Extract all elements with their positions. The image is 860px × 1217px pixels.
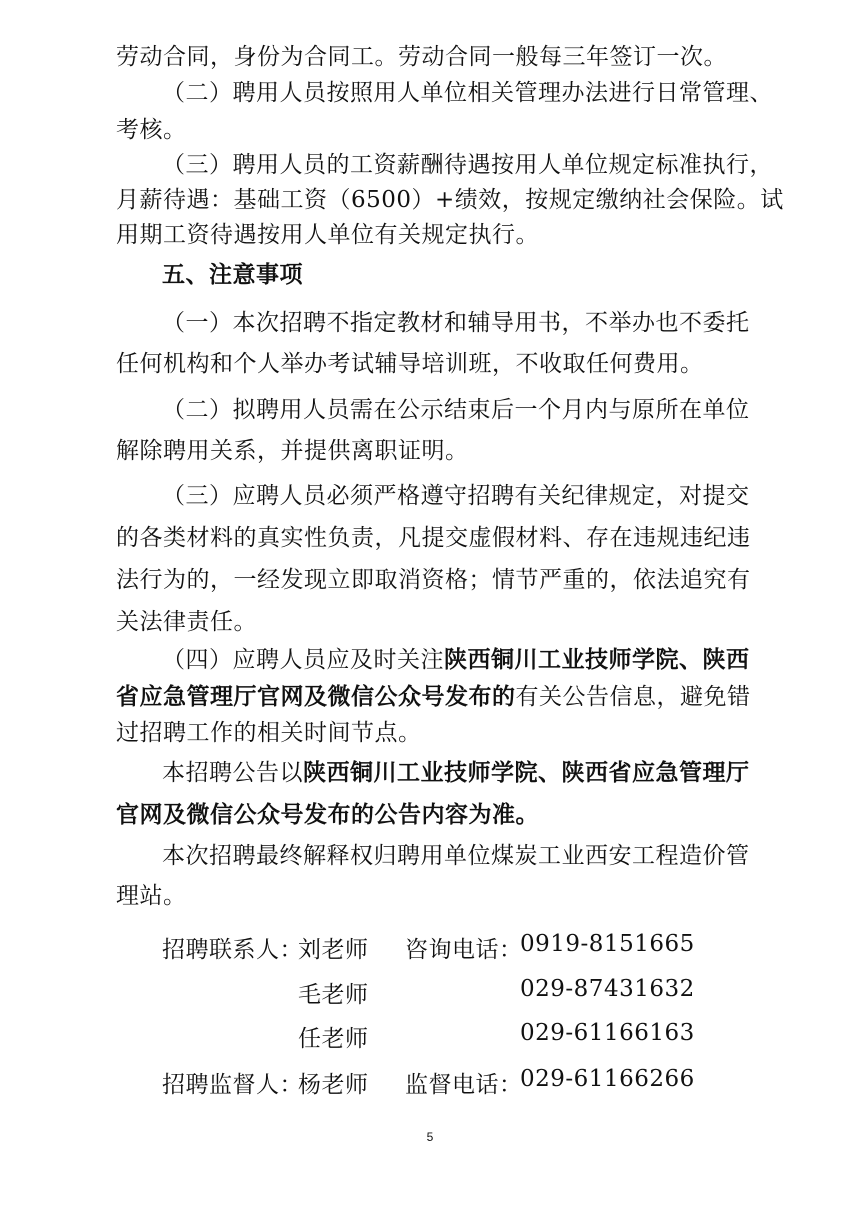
text-line	[116, 796, 539, 829]
contact-phone-label: 咨询电话：	[405, 937, 523, 963]
supervisor-phone-number: 029-61166266	[520, 1066, 695, 1092]
contact-name: 刘老师	[298, 937, 369, 963]
text-line	[116, 714, 422, 747]
supervisor-phone-label: 监督电话：	[405, 1072, 523, 1098]
section-heading: 五、注意事项	[162, 261, 303, 288]
text-run: 有关公告信息，避免错	[515, 684, 751, 710]
page-number: 5	[426, 1130, 434, 1144]
text-run: 任何机构和个人举办考试辅导培训班，不收取任何费用。	[116, 351, 704, 377]
text-line	[116, 561, 751, 594]
text-line	[162, 641, 750, 674]
text-line	[116, 111, 187, 144]
text-run: 解除聘用关系，并提供离职证明。	[116, 438, 469, 464]
text-run: 关法律责任。	[116, 609, 257, 635]
text-run: （二）聘用人员按照用人单位相关管理办法进行日常管理、	[162, 80, 773, 106]
supervisor-name: 杨老师	[298, 1072, 369, 1098]
text-run: 本招聘公告以	[162, 760, 303, 786]
text-line	[116, 181, 784, 214]
text-line	[116, 432, 469, 465]
text-run: 理站。	[116, 883, 187, 909]
text-run: 劳动合同，身份为合同工。劳动合同一般每三年签订一次。	[116, 44, 727, 70]
contact-name: 任老师	[298, 1026, 369, 1052]
contact-phone-number: 029-61166163	[520, 1020, 695, 1046]
text-line	[116, 678, 751, 711]
text-line	[162, 837, 750, 870]
text-line	[162, 146, 773, 179]
text-line	[162, 391, 750, 424]
contact-phone-number: 029-87431632	[520, 976, 695, 1002]
contact-phone-number: 0919-8151665	[520, 931, 695, 957]
supervisor-role-label: 招聘监督人：	[162, 1072, 303, 1098]
text-run: 法行为的，一经发现立即取消资格；情节严重的，依法追究有	[116, 567, 751, 593]
text-run: 的各类材料的真实性负责，凡提交虚假材料、存在违规违纪违	[116, 525, 751, 551]
text-line	[162, 477, 750, 510]
text-run: 本次招聘最终解释权归聘用单位煤炭工业西安工程造价管	[162, 843, 750, 869]
contact-role-label: 招聘联系人：	[162, 937, 303, 963]
text-run: （二）拟聘用人员需在公示结束后一个月内与原所在单位	[162, 397, 750, 423]
contact-name: 毛老师	[298, 982, 369, 1008]
text-run: （三）应聘人员必须严格遵守招聘有关纪律规定，对提交	[162, 483, 750, 509]
text-line	[116, 519, 751, 552]
text-run: 考核。	[116, 117, 187, 143]
text-line	[116, 216, 539, 249]
text-line	[162, 304, 750, 337]
emphasized-text: 官网及微信公众号发布的公告内容为准。	[116, 801, 539, 828]
text-run: 过招聘工作的相关时间节点。	[116, 720, 422, 746]
text-run: （四）应聘人员应及时关注	[162, 647, 444, 673]
text-run: 月薪待遇：基础工资（6500）+绩效，按规定缴纳社会保险。试	[116, 187, 784, 213]
text-run: 用期工资待遇按用人单位有关规定执行。	[116, 222, 539, 248]
emphasized-text: 陕西铜川工业技师学院、陕西	[444, 646, 750, 673]
text-line	[116, 877, 187, 910]
emphasized-text: 陕西铜川工业技师学院、陕西省应急管理厅	[303, 759, 750, 786]
text-run: （一）本次招聘不指定教材和辅导用书，不举办也不委托	[162, 310, 750, 336]
text-line	[116, 38, 727, 71]
text-line	[162, 754, 750, 787]
emphasized-text: 省应急管理厅官网及微信公众号发布的	[116, 683, 516, 710]
text-line	[162, 74, 773, 107]
text-run: （三）聘用人员的工资薪酬待遇按用人单位规定标准执行，	[162, 152, 773, 178]
text-line	[116, 345, 704, 378]
text-line	[116, 603, 257, 636]
